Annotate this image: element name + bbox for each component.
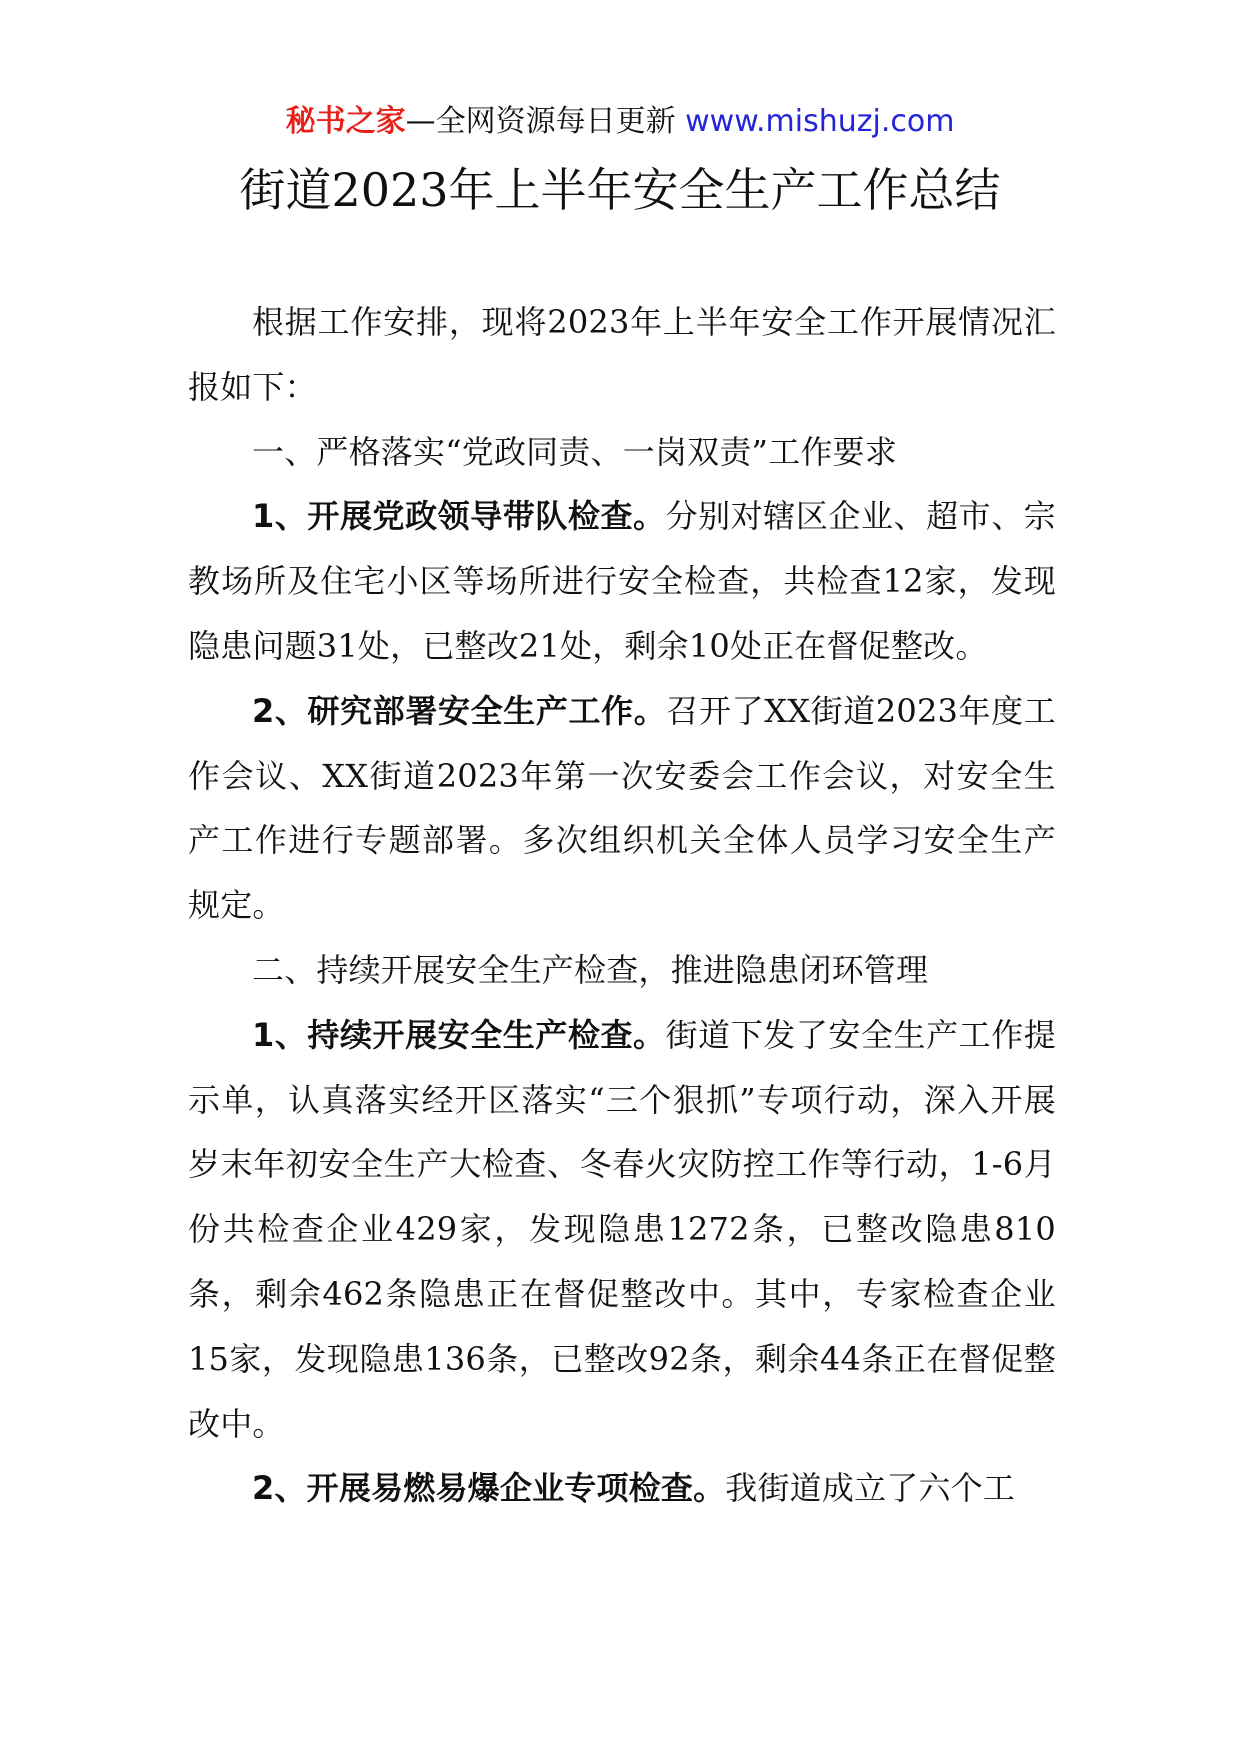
paragraph-text: 二、持续开展安全生产检查，推进隐患闭环管理: [252, 950, 929, 989]
site-url-link[interactable]: www.mishuzj.com: [685, 104, 955, 139]
intro-paragraph: [188, 290, 1056, 420]
section-heading-2: [188, 938, 1056, 1003]
paragraph-text: 召开了XX街道2023年度工作会议、XX街道2023年第一次安委会工作会议，对安全生产工作进行专题部署。多次组织机关全体人员学习安全生产规定。: [188, 691, 1056, 925]
item-lead: 2、研究部署安全生产工作。: [252, 691, 667, 730]
document-body: [188, 290, 1056, 1521]
item-lead: 1、持续开展安全生产检查。: [252, 1015, 666, 1054]
paragraph-text: 一、严格落实“党政同责、一岗双责”工作要求: [252, 432, 897, 471]
item-lead: 1、开展党政领导带队检查。: [252, 497, 666, 536]
paragraph-text: 分别对辖区企业、超市、宗教场所及住宅小区等场所进行安全检查，共检查12家，发现隐患问题31处，已整改21处，剩余10处正在督促整改。: [188, 497, 1056, 665]
paragraph-text: 根据工作安排，现将2023年上半年安全工作开展情况汇报如下：: [188, 303, 1056, 406]
item-lead: 2、开展易燃易爆企业专项检查。: [252, 1469, 726, 1508]
site-tagline: —全网资源每日更新: [405, 104, 676, 139]
item-paragraph: [188, 679, 1056, 938]
section-heading-1: [188, 420, 1056, 485]
site-brand: 秘书之家: [285, 104, 406, 139]
site-header: [0, 102, 1240, 142]
item-paragraph: [188, 1456, 1056, 1521]
paragraph-text: 我街道成立了六个工: [725, 1469, 1016, 1508]
item-paragraph: [188, 484, 1056, 678]
paragraph-text: 街道下发了安全生产工作提示单，认真落实经开区落实“三个狠抓”专项行动，深入开展岁末年初安全生产大检查、冬春火灾防控工作等行动，1-6月份共检查企业429家，发现隐患1272条，已整改隐患810条，剩余462条隐患正在督促整改中。其中，专家检查企业15家，发现隐患136条，已整改92条，剩余44条正在督促整改中。: [188, 1015, 1056, 1443]
document-title: 街道2023年上半年安全生产工作总结: [239, 163, 1001, 217]
item-paragraph: [188, 1003, 1056, 1457]
